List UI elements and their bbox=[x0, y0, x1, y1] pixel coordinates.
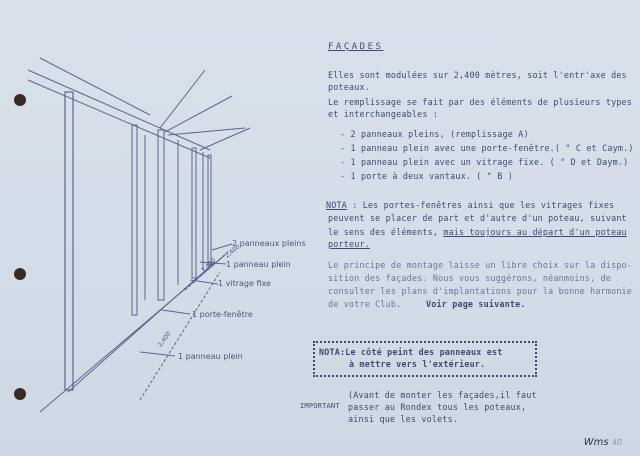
box-line: à mettre vers l'extérieur. bbox=[349, 359, 486, 369]
list-item: - 1 panneau plein avec une porte-fenêtre.( " C et Caym.) bbox=[340, 143, 634, 153]
nota-text: le sens des éléments, bbox=[328, 227, 444, 237]
important-line: ainsi que les volets. bbox=[348, 414, 459, 424]
intro-line: Le remplissage se fait par des éléments de plusieurs types bbox=[328, 97, 633, 107]
montage-line: sition des façades. Nous vous suggérons, néanmoins, de bbox=[328, 273, 612, 283]
dimension-label: 2,400 bbox=[200, 256, 218, 275]
paint-side-note bbox=[313, 341, 537, 377]
list-item: - 1 panneau plein avec un vitrage fixe. ( " D et Daym.) bbox=[340, 157, 629, 167]
footer-mark-text: Wms bbox=[583, 437, 609, 448]
page-number: 40 bbox=[611, 438, 622, 447]
montage-line: de votre Club. bbox=[328, 299, 402, 309]
nota-line: porteur. bbox=[328, 239, 370, 249]
nota-line bbox=[328, 227, 627, 238]
sketch-label: 1 panneau plein bbox=[178, 352, 243, 361]
montage-line: consulter les plans d'implantations pour la bonne harmonie bbox=[328, 286, 633, 296]
dimension-label: 2,400 bbox=[223, 243, 242, 260]
nota-emphasis: mais toujours au départ d'un poteau bbox=[443, 227, 627, 237]
sketch-label: 1 porte-fenêtre bbox=[192, 310, 253, 319]
see-next-page: Voir page suivante. bbox=[426, 299, 526, 309]
intro-line: poteaux. bbox=[328, 82, 370, 92]
sketch-label: 1 vitrage fixe bbox=[218, 279, 271, 288]
page-title: FAÇADES bbox=[328, 42, 384, 52]
intro-line: et interchangeables : bbox=[328, 109, 439, 119]
footer-mark bbox=[584, 437, 622, 448]
list-item: - 2 panneaux pleins, (remplissage A) bbox=[340, 129, 529, 139]
nota-line: peuvent se placer de part et d'autre d'un poteau, suivant bbox=[328, 213, 627, 223]
sketch-label: 2 panneaux pleins bbox=[232, 239, 306, 248]
important-line: (Avant de monter les façades,il faut bbox=[348, 390, 537, 400]
sketch-label: 1 panneau plein bbox=[226, 260, 291, 269]
important-label: IMPORTANT bbox=[300, 402, 340, 410]
box-line: NOTA:Le côté peint des panneaux est bbox=[319, 347, 503, 357]
intro-line: Elles sont modulées sur 2,400 mètres, soit l'entr'axe des bbox=[328, 70, 627, 80]
important-line: passer au Rondex tous les poteaux, bbox=[348, 402, 527, 412]
montage-line: Le principe de montage laisse un libre choix sur la dispo- bbox=[328, 260, 633, 270]
dimension-label: 2,400 bbox=[156, 330, 173, 349]
nota-line bbox=[326, 200, 614, 211]
nota-label: NOTA bbox=[326, 200, 347, 210]
list-item: - 1 porte à deux vantaux. ( " B ) bbox=[340, 171, 513, 181]
nota-text: : Les portes-fenêtres ainsi que les vitrages fixes bbox=[346, 200, 615, 210]
